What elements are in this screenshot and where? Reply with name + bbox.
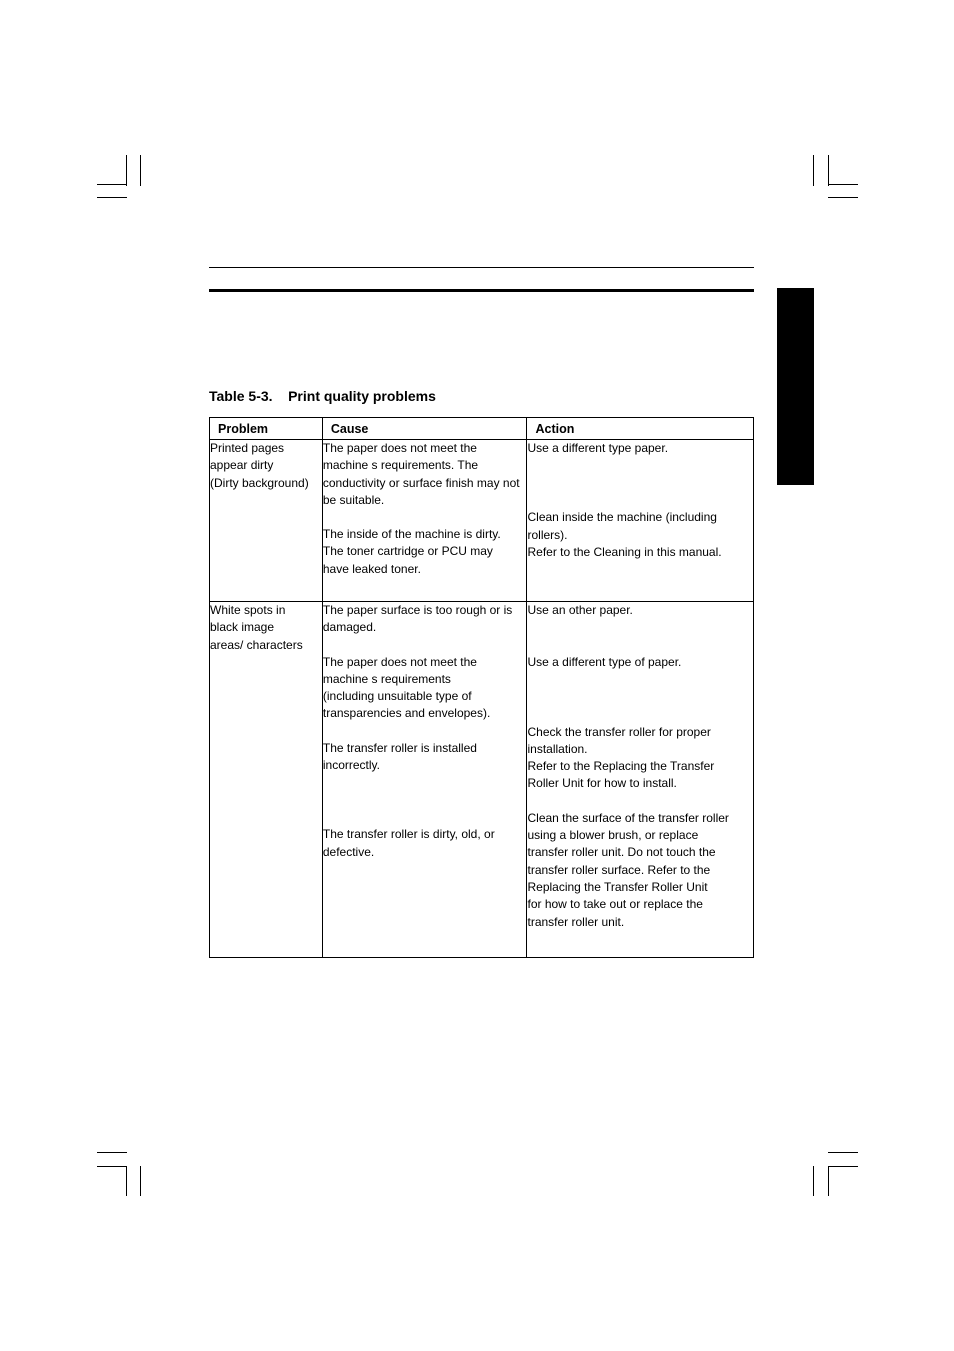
header-rule-thin (209, 267, 754, 268)
crop-mark-top-right-v2 (828, 155, 829, 186)
crop-mark-bottom-right-v1 (813, 1166, 814, 1196)
cause-text: The paper surface is too rough or is damaged. (322, 603, 513, 635)
problem-text: White spots in black image areas/ characters (210, 603, 303, 652)
crop-mark-top-left-v1 (126, 155, 127, 186)
cause-cell (322, 440, 527, 602)
header-rule-thick (209, 289, 754, 292)
cause-text: The transfer roller is dirty, old, or defective. (322, 827, 495, 859)
action-text: Use an other paper. (527, 603, 633, 617)
crop-mark-top-left-v2 (140, 155, 141, 186)
chapter-thumb-tab (777, 288, 814, 485)
crop-mark-top-right-h1 (828, 184, 858, 185)
crop-mark-bottom-right-h1 (828, 1152, 858, 1153)
header-action: Action (527, 418, 754, 440)
header-cause: Cause (322, 418, 527, 440)
crop-mark-bottom-left-h1 (97, 1152, 127, 1153)
problem-text: Printed pages appear dirty (Dirty background) (210, 441, 309, 490)
header-problem: Problem (210, 418, 323, 440)
crop-mark-bottom-left-v1 (126, 1166, 127, 1196)
table-header-row (210, 418, 754, 440)
crop-mark-bottom-right-h2 (828, 1166, 858, 1167)
action-text: Check the transfer roller for proper installation. Refer to the Replacing the Transfer Roller Unit for how to install. (527, 724, 715, 791)
cause-text: The paper does not meet the machine s requirements (including unsuitable type of transparencies and envelopes). (322, 654, 491, 721)
action-text: Clean inside the machine (including rollers). Refer to the Cleaning in this manual. (527, 510, 722, 559)
crop-mark-bottom-left-v2 (140, 1166, 141, 1196)
crop-mark-top-left-h2 (97, 197, 127, 198)
problem-cell (210, 440, 323, 602)
table-caption: Table 5-3. Print quality problems (209, 388, 436, 404)
cause-cell (322, 602, 527, 958)
cause-text: The transfer roller is installed incorrectly. (322, 740, 477, 773)
print-quality-table (209, 417, 754, 958)
cause-text: The paper does not meet the machine s requirements. The conductivity or surface finish may not be suitable. (322, 441, 520, 507)
action-text: Clean the surface of the transfer roller using a blower brush, or replace transfer roller unit. Do not touch the transfer roller surface. Refer to the Replacing the Transfer Roller Unit for how to take out or replace the transfer roller unit. (527, 810, 729, 929)
crop-mark-bottom-right-v2 (828, 1166, 829, 1196)
action-text: Use a different type paper. (527, 441, 669, 455)
table-row (210, 602, 754, 958)
action-text: Use a different type of paper. (527, 655, 682, 670)
table-row (210, 440, 754, 602)
crop-mark-bottom-left-h2 (97, 1166, 127, 1167)
action-cell (527, 440, 754, 602)
crop-mark-top-left-h1 (97, 184, 127, 185)
crop-mark-top-right-v1 (813, 155, 814, 186)
action-cell (527, 602, 754, 958)
cause-text: The inside of the machine is dirty. The toner cartridge or PCU may have leaked toner. (322, 527, 501, 576)
problem-cell (210, 602, 323, 958)
crop-mark-top-right-h2 (828, 197, 858, 198)
